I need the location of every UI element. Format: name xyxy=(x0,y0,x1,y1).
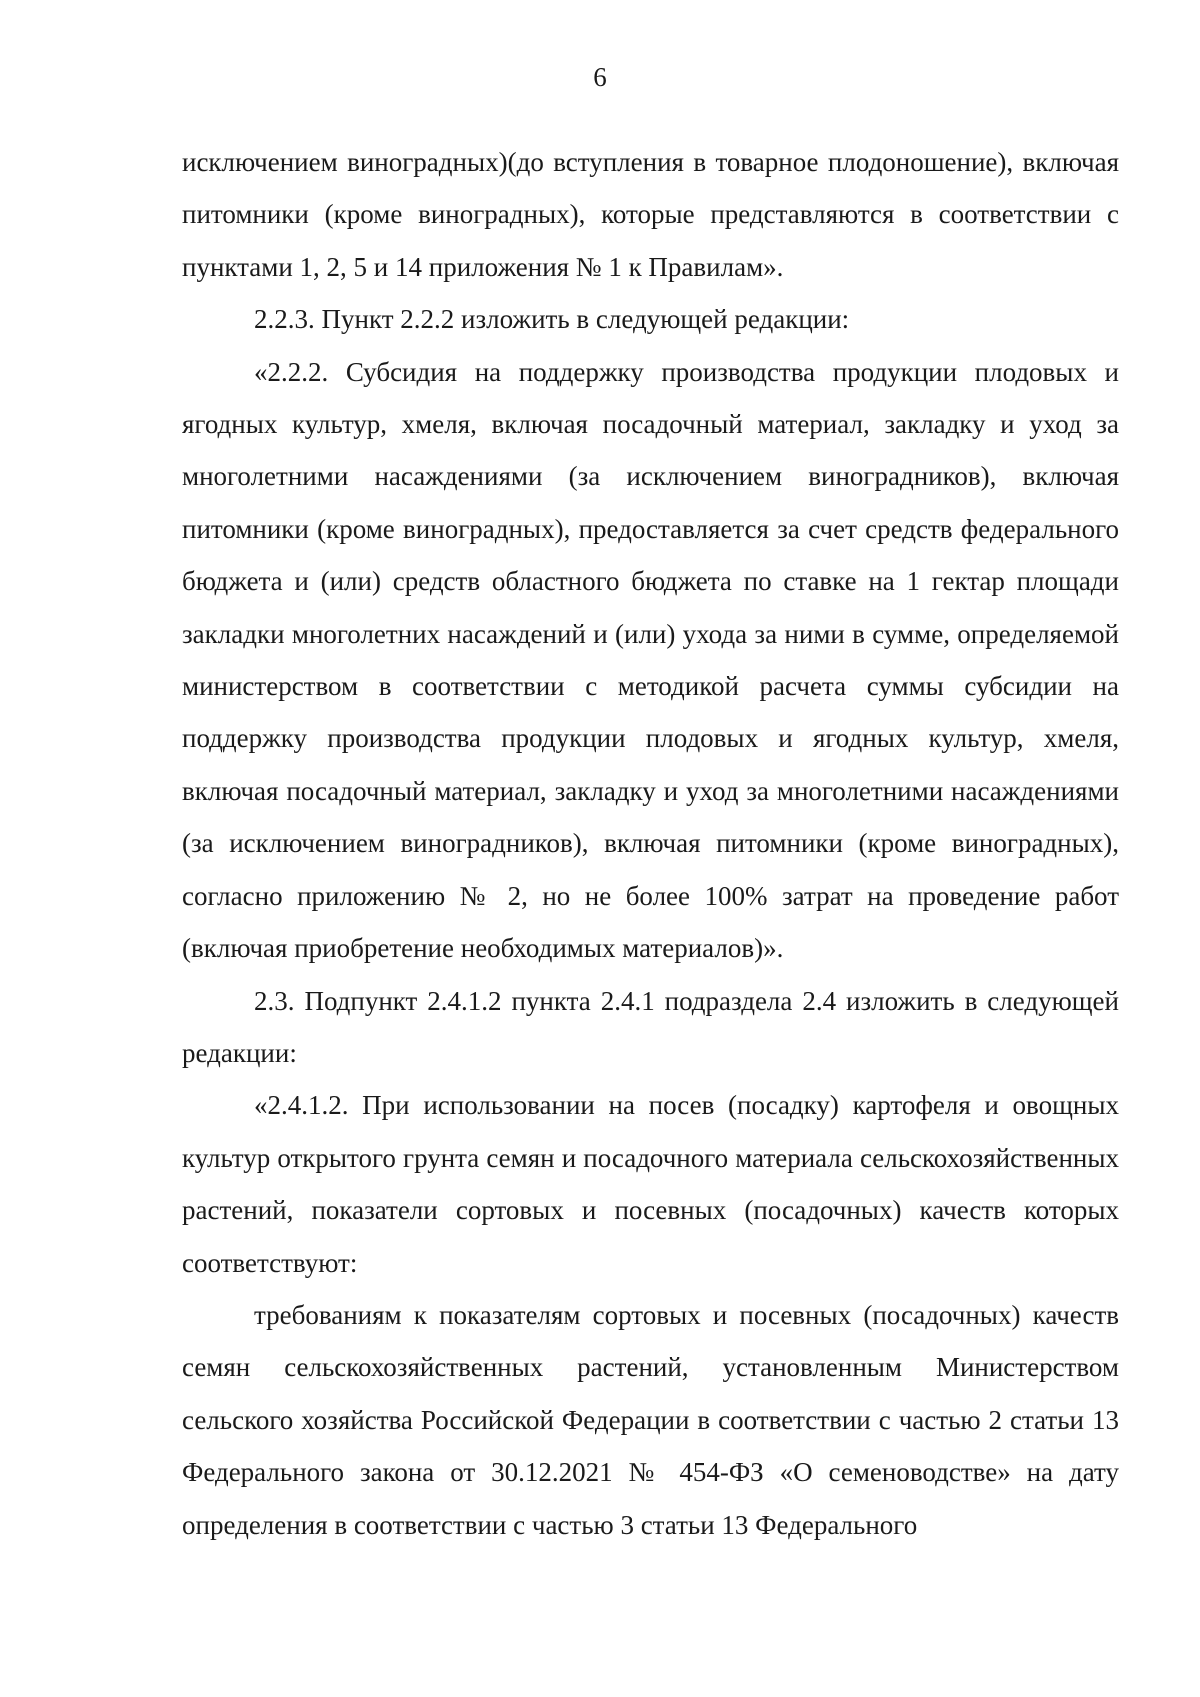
document-body xyxy=(182,136,1119,1551)
paragraph-requirements: требованиям к показателям сортовых и посевных (посадочных) качеств семян сельскохозяйственных растений, установленным Министерством сельского хозяйства Российской Федерации в соответствии с частью 2 статьи 13 Федерального закона от 30.12.2021 № 454-ФЗ «О семеноводстве» на дату определения в соответствии с частью 3 статьи 13 Федерального xyxy=(182,1299,1119,1540)
paragraph-item-2-2-3: 2.2.3. Пункт 2.2.2 изложить в следующей редакции: xyxy=(254,304,850,335)
paragraph-item-2-3: 2.3. Подпункт 2.4.1.2 пункта 2.4.1 подраздела 2.4 изложить в следующей редакции: xyxy=(182,985,1119,1068)
page-number: 6 xyxy=(593,62,607,92)
paragraph-continuation: исключением виноградных)(до вступления в товарное плодоношение), включая питомники (кроме виноградных), которые представляются в соответствии с пунктами 1, 2, 5 и 14 приложения № 1 к Правилам». xyxy=(182,147,1119,282)
paragraph-item-2-4-1-2: «2.4.1.2. При использовании на посев (посадку) картофеля и овощных культур открытого грунта семян и посадочного материала сельскохозяйственных растений, показатели сортовых и посевных (посадочных) качеств которых соответствуют: xyxy=(182,1090,1119,1278)
paragraph-item-2-2-2: «2.2.2. Субсидия на поддержку производства продукции плодовых и ягодных культур, хмеля, включая посадочный материал, закладку и уход за многолетними насаждениями (за исключением виноградников), включая питомники (кроме виноградных), предоставляется за счет средств федерального бюджета и (или) средств областного бюджета по ставке на 1 гектар площади закладки многолетних насаждений и (или) ухода за ними в сумме, определяемой министерством в соответствии с методикой расчета суммы субсидии на поддержку производства продукции плодовых и ягодных культур, хмеля, включая посадочный материал, закладку и уход за многолетними насаждениями (за исключением виноградников), включая питомники (кроме виноградных), согласно приложению № 2, но не более 100% затрат на проведение работ (включая приобретение необходимых материалов)». xyxy=(182,356,1119,964)
